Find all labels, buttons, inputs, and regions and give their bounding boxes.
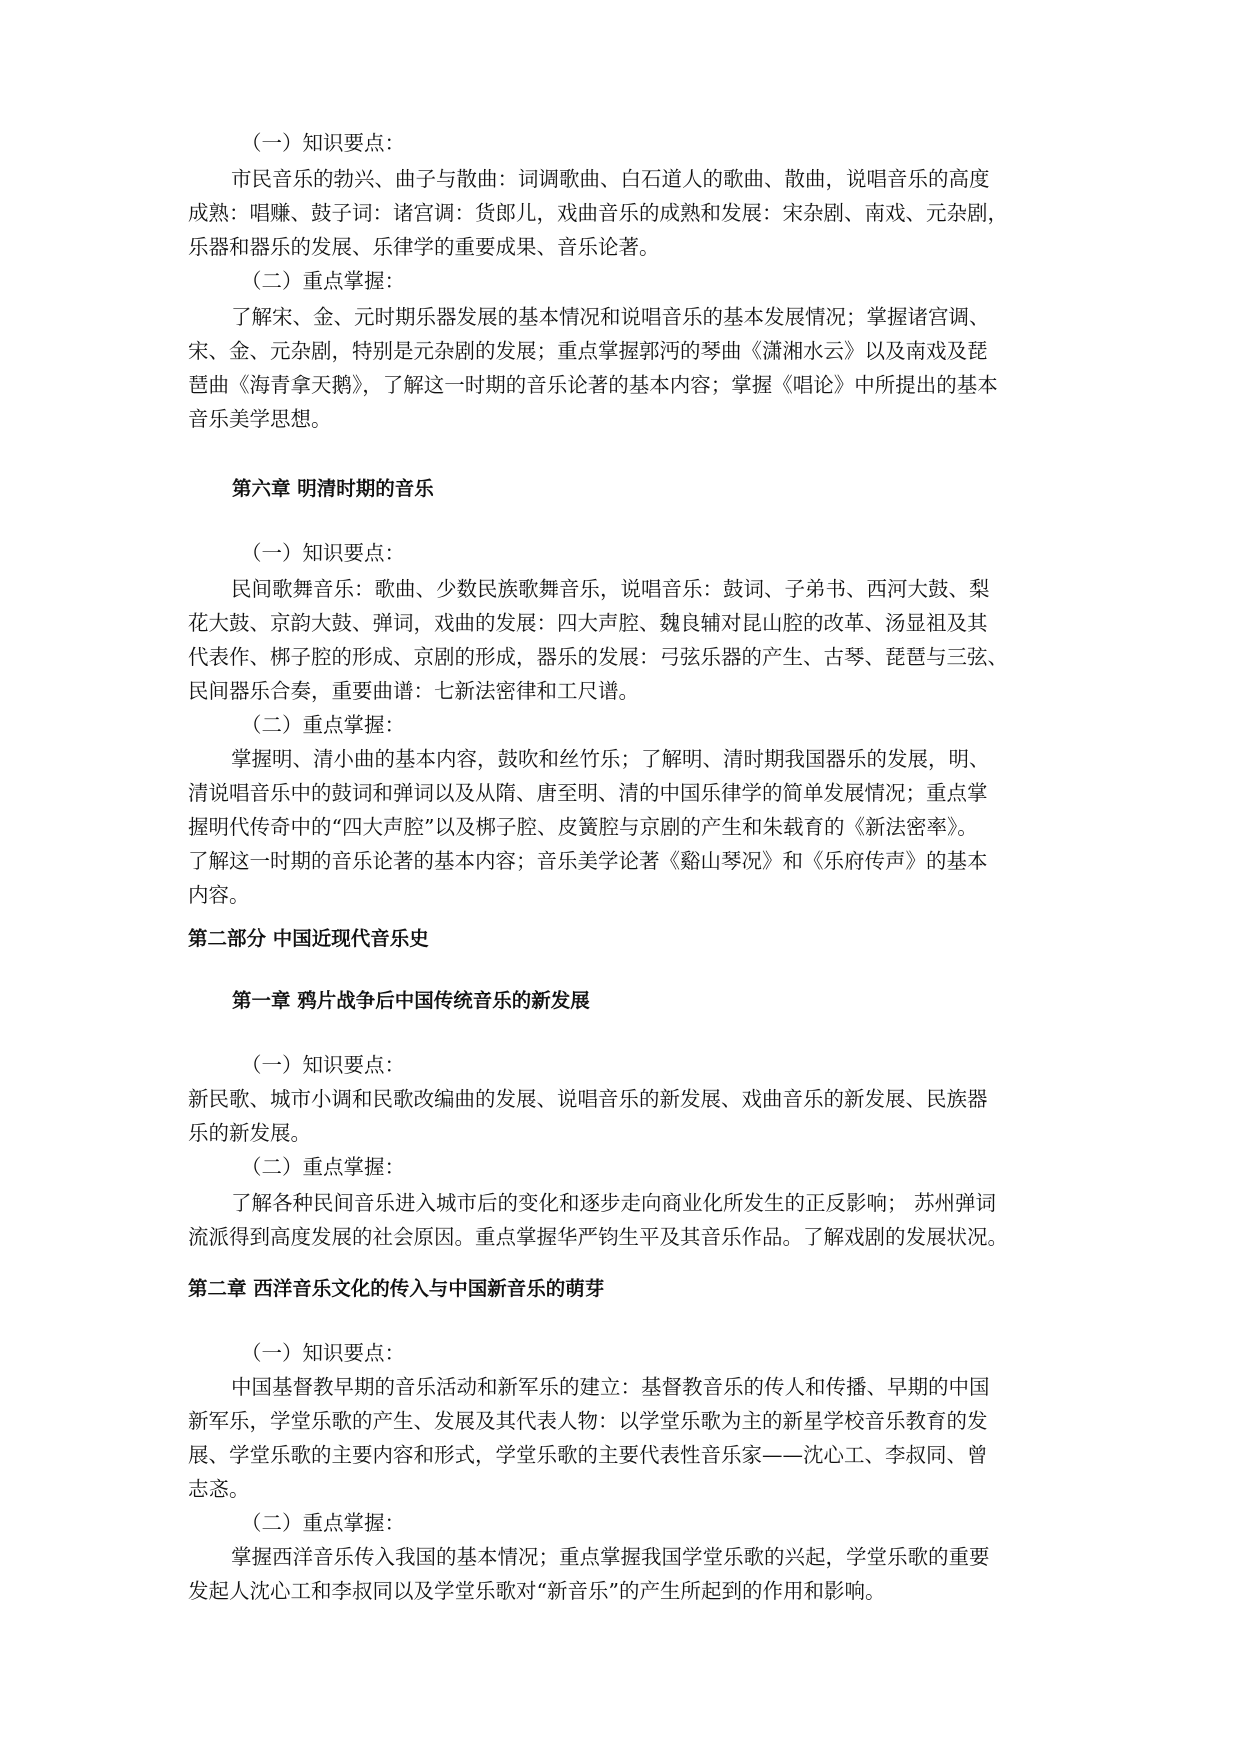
chapter-heading: 第六章 明清时期的音乐 xyxy=(232,477,434,500)
key-mastery-text: 发起人沈心工和李叔同以及学堂乐歌对“新音乐”的产生所起到的作用和影响。 xyxy=(188,1579,886,1603)
key-mastery-text: 了解宋、金、元时期乐器发展的基本情况和说唱音乐的基本发展情况；掌握诸宫调、 xyxy=(231,305,990,329)
key-mastery-text: 流派得到高度发展的社会原因。重点掌握华严钧生平及其音乐作品。了解戏剧的发展状况。 xyxy=(188,1225,1008,1249)
knowledge-points-text: 成熟：唱赚、鼓子词：诸宫调：货郎儿，戏曲音乐的成熟和发展：宋杂剧、南戏、元杂剧， xyxy=(188,201,1008,225)
knowledge-points-text: 中国基督教早期的音乐活动和新军乐的建立：基督教音乐的传人和传播、早期的中国 xyxy=(231,1375,990,1399)
knowledge-points-label: （一）知识要点： xyxy=(241,1341,405,1365)
key-mastery-text: 了解各种民间音乐进入城市后的变化和逐步走向商业化所发生的正反影响； 苏州弹词 xyxy=(231,1191,997,1215)
knowledge-points-text: 花大鼓、京韵大鼓、弹词，戏曲的发展：四大声腔、魏良辅对昆山腔的改革、汤显祖及其 xyxy=(188,611,988,635)
key-mastery-text: 内容。 xyxy=(188,883,250,907)
knowledge-points-label: （一）知识要点： xyxy=(241,541,405,565)
key-mastery-text: 音乐美学思想。 xyxy=(188,407,332,431)
key-mastery-text: 琶曲《海青拿天鹅》，了解这一时期的音乐论著的基本内容；掌握《唱论》中所提出的基本 xyxy=(188,373,998,397)
knowledge-points-label: （一）知识要点： xyxy=(241,131,405,155)
key-mastery-label: （二）重点掌握： xyxy=(241,269,405,293)
key-mastery-label: （二）重点掌握： xyxy=(241,713,405,737)
part-heading: 第二部分 中国近现代音乐史 xyxy=(188,927,429,950)
key-mastery-text: 掌握西洋音乐传入我国的基本情况；重点掌握我国学堂乐歌的兴起，学堂乐歌的重要 xyxy=(231,1545,990,1569)
knowledge-points-text: 乐器和器乐的发展、乐律学的重要成果、音乐论著。 xyxy=(188,235,660,259)
chapter-heading: 第一章 鸦片战争后中国传统音乐的新发展 xyxy=(232,989,590,1012)
knowledge-points-text: 市民音乐的勃兴、曲子与散曲：词调歌曲、白石道人的歌曲、散曲，说唱音乐的高度 xyxy=(231,167,990,191)
key-mastery-label: （二）重点掌握： xyxy=(241,1511,405,1535)
key-mastery-label: （二）重点掌握： xyxy=(241,1155,405,1179)
knowledge-points-text: 新军乐，学堂乐歌的产生、发展及其代表人物：以学堂乐歌为主的新星学校音乐教育的发 xyxy=(188,1409,988,1433)
key-mastery-text: 宋、金、元杂剧，特别是元杂剧的发展；重点掌握郭沔的琴曲《潇湘水云》以及南戏及琵 xyxy=(188,339,988,363)
knowledge-points-text: 展、学堂乐歌的主要内容和形式，学堂乐歌的主要代表性音乐家——沈心工、李叔同、曾 xyxy=(188,1443,988,1467)
knowledge-points-text: 新民歌、城市小调和民歌改编曲的发展、说唱音乐的新发展、戏曲音乐的新发展、民族器 xyxy=(188,1087,988,1111)
knowledge-points-text: 民间歌舞音乐：歌曲、少数民族歌舞音乐，说唱音乐：鼓词、子弟书、西河大鼓、梨 xyxy=(231,577,990,601)
key-mastery-text: 清说唱音乐中的鼓词和弹词以及从隋、唐至明、清的中国乐律学的简单发展情况；重点掌 xyxy=(188,781,988,805)
key-mastery-text: 掌握明、清小曲的基本内容，鼓吹和丝竹乐；了解明、清时期我国器乐的发展，明、 xyxy=(231,747,990,771)
chapter-heading: 第二章 西洋音乐文化的传入与中国新音乐的萌芽 xyxy=(188,1277,605,1300)
knowledge-points-text: 代表作、梆子腔的形成、京剧的形成，器乐的发展：弓弦乐器的产生、古琴、琵琶与三弦、 xyxy=(188,645,1008,669)
key-mastery-text: 握明代传奇中的“四大声腔”以及梆子腔、皮簧腔与京剧的产生和朱载育的《新法密率》。 xyxy=(188,815,978,839)
knowledge-points-text: 志忞。 xyxy=(188,1477,250,1501)
knowledge-points-text: 民间器乐合奏，重要曲谱：七新法密律和工尺谱。 xyxy=(188,679,639,703)
key-mastery-text: 了解这一时期的音乐论著的基本内容；音乐美学论著《谿山琴况》和《乐府传声》的基本 xyxy=(188,849,988,873)
knowledge-points-label: （一）知识要点： xyxy=(241,1053,405,1077)
knowledge-points-text: 乐的新发展。 xyxy=(188,1121,311,1145)
